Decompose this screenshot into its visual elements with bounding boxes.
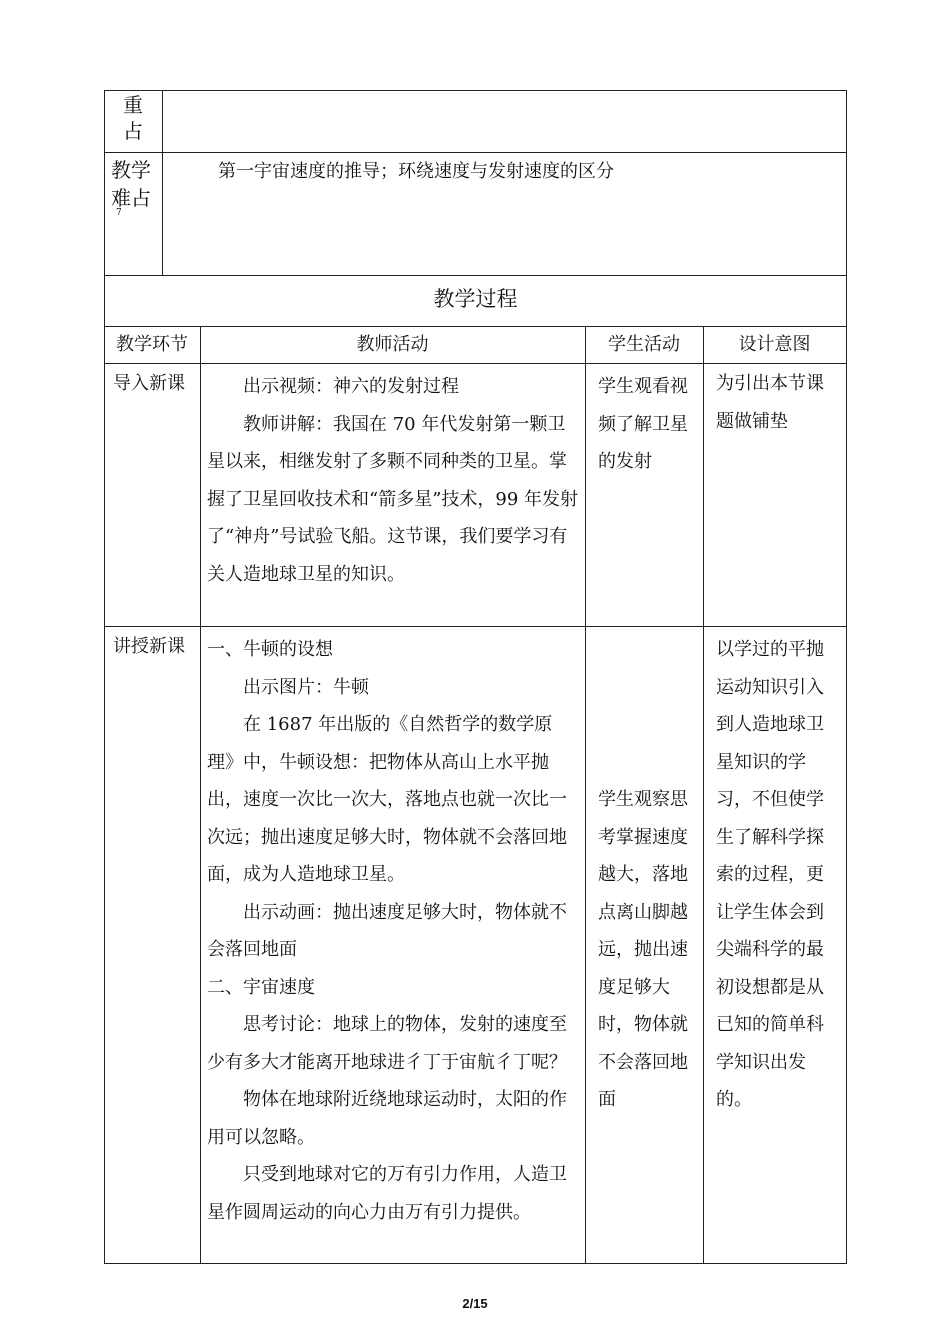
row-design-teaching: 以学过的平抛运动知识引入到人造地球卫星知识的学习，不但使学生了解科学探索的过程，更让学生体会到尖端科学的最初设想都是从已知的简单科学知识出发的。: [716, 639, 824, 1110]
column-divider: [585, 326, 586, 1264]
process-title: 教学过程: [433, 287, 518, 311]
teacher-line: 出示动画：抛出速度足够大时，物体就不会落回地面: [207, 901, 567, 960]
row-student-intro: 学生观看视频了解卫星的发射: [598, 376, 688, 472]
header-stage: 教学环节: [116, 334, 188, 355]
column-divider: [703, 326, 704, 1264]
difficulty-label: 教学 难占: [111, 158, 151, 210]
row-design-intro: 为引出本节课题做铺垫: [716, 373, 824, 432]
section-heading: 一、牛顿的设想: [207, 639, 333, 660]
teacher-line: 只受到地球对它的万有引力作用，人造卫星作圆周运动的向心力由万有引力提供。: [207, 1164, 567, 1223]
row-stage-intro: 导入新课: [113, 373, 185, 394]
row-teacher-teaching: [207, 631, 579, 1231]
row-stage-teaching: 讲授新课: [113, 636, 185, 657]
table-border-top: [104, 90, 847, 91]
header-teacher: 教师活动: [356, 334, 429, 355]
row-divider: [104, 152, 847, 153]
teacher-line: 教师讲解：我国在 70 年代发射第一颗卫星以来，相继发射了多颗不同种类的卫星。掌握了卫星回收技术和“箭多星”技术，99 年发射了“神舟”号试验飞船。这节课，我们要学习有关人造地球卫星的知识。: [207, 413, 579, 585]
difficulty-note: 7: [116, 208, 122, 218]
teacher-line: 出示视频：神六的发射过程: [243, 376, 459, 397]
page-number: 2/15: [462, 1296, 488, 1311]
teacher-line: 思考讨论：地球上的物体，发射的速度至少有多大才能离开地球进彳丁于宙航彳丁呢？: [207, 1014, 567, 1073]
key-points-label: 重 占: [123, 93, 143, 143]
table-border-left: [104, 90, 105, 1264]
header-student: 学生活动: [608, 334, 680, 355]
teacher-line: 物体在地球附近绕地球运动时，太阳的作用可以忽略。: [207, 1089, 567, 1148]
row-divider: [104, 326, 847, 327]
row-divider: [104, 275, 847, 276]
row-teacher-intro: [207, 368, 579, 593]
table-border-bottom: [104, 1263, 847, 1264]
row-divider: [104, 363, 847, 364]
label-column-divider: [162, 90, 163, 276]
row-divider: [104, 626, 847, 627]
section-heading: 二、宇宙速度: [207, 976, 315, 998]
teacher-line: 在 1687 年出版的《自然哲学的数学原理》中，牛顿设想：把物体从高山上水平抛出，速度一次比一次大，落地点也就一次比一次远；抛出速度足够大时，物体就不会落回地面，成为人造地球卫星。: [207, 714, 567, 885]
header-design: 设计意图: [738, 334, 811, 355]
difficulty-content: 第一宇宙速度的推导；环绕速度与发射速度的区分: [218, 161, 614, 182]
column-divider: [200, 326, 201, 1264]
row-student-teaching: 学生观察思考掌握速度越大，落地点离山脚越远，抛出速度足够大时，物体就不会落回地面: [598, 789, 688, 1110]
teacher-line: 出示图片：牛顿: [243, 676, 369, 698]
table-border-right: [846, 90, 847, 1264]
